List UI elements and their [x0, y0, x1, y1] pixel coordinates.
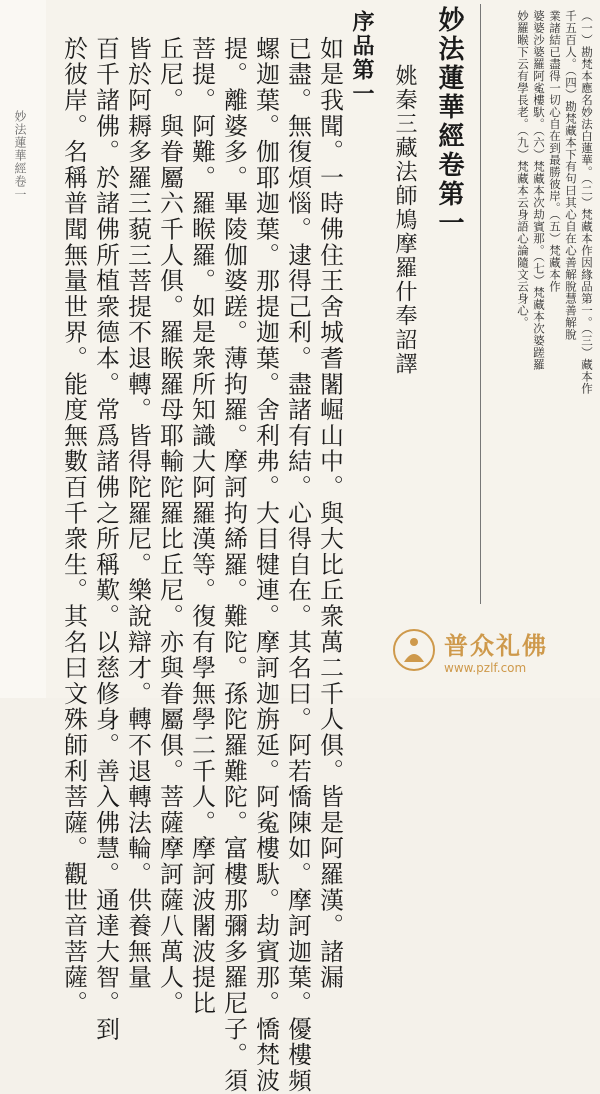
note-column: 妙羅睺下云有學長老。（九）梵藏本云身語心論隨文云身心。: [516, 10, 530, 329]
buddha-icon: [392, 628, 436, 672]
body-column: 提。離婆多。畢陵伽婆蹉。薄拘羅。摩訶拘絺羅。難陀。孫陀羅難陀。富樓那彌多羅尼子。須: [220, 36, 248, 1094]
body-column: 螺迦葉。伽耶迦葉。那提迦葉。舍利弗。大目犍連。摩訶迦旃延。阿㝹樓馱。劫賓那。憍梵波: [252, 36, 280, 1094]
body-column: 菩提。阿難。羅睺羅。如是衆所知識大阿羅漢等。復有學無學二千人。摩訶波闍波提比: [188, 36, 216, 1017]
note-column: （一）勘梵本應名妙法白蓮華。（二）梵藏本作因緣品第一。（三）藏本作: [580, 10, 594, 395]
body-column: 丘尼。與眷屬六千人俱。羅睺羅母耶輸陀羅比丘尼。亦與眷屬俱。菩薩摩訶薩八萬人。: [156, 36, 184, 1017]
watermark-name: 普众礼佛: [444, 631, 548, 660]
text-sheet: [46, 0, 600, 1094]
body-column: 如是我聞。一時佛住王舍城耆闍崛山中。與大比丘衆萬二千人俱。皆是阿羅漢。諸漏: [316, 36, 344, 991]
chapter-title: 序品第一: [349, 10, 375, 106]
note-column: 婆婆沙婆羅阿㝹樓馱。（六）梵藏本次劫賓那。（七）梵藏本次婆蹉羅: [532, 10, 546, 371]
site-watermark: [392, 620, 592, 680]
sutra-title: 妙法蓮華經卷第一: [434, 6, 464, 238]
body-column: 皆於阿耨多羅三藐三菩提不退轉。皆得陀羅尼。樂說辯才。轉不退轉法輪。供養無量: [124, 36, 152, 991]
watermark-url: www.pzlf.com: [444, 660, 527, 675]
body-column: 已盡。無復煩惱。逮得己利。盡諸有結。心得自在。其名曰。阿若憍陳如。摩訶迦葉。優樓頻: [284, 36, 312, 1094]
left-margin: [0, 0, 47, 698]
body-column: 於彼岸。名稱普聞無量世界。能度無數百千衆生。其名曰文殊師利菩薩。觀世音菩薩。: [60, 36, 88, 1017]
note-column: 千五百人。（四）勘梵藏本下有句曰其心自在心善解脫慧善解脫: [564, 10, 578, 341]
translator-line: 姚秦三藏法師鳩摩羅什奉詔譯: [392, 64, 417, 376]
running-title: 妙法蓮華經卷一: [13, 110, 27, 201]
note-column: 業諸結已盡得一切心自在到最勝彼岸。（五）梵藏本作: [548, 10, 562, 293]
annotation-area: [480, 4, 600, 604]
body-column: 百千諸佛。於諸佛所植衆德本。常爲諸佛之所稱歎。以慈修身。善入佛慧。通達大智。到: [92, 36, 120, 1043]
